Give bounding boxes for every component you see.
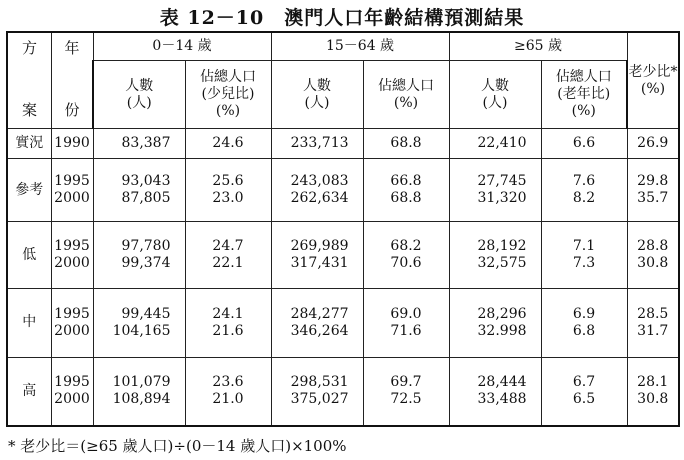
footnote: * 老少比＝(≥65 歲人口)÷(0－14 歲人口)×100% [8, 437, 347, 455]
value-2000: 7.3 [572, 255, 596, 272]
header-g1-people [93, 61, 185, 129]
row-year [51, 357, 93, 426]
header-g1-share-line1: 佔總人口 [200, 69, 256, 86]
value-2000: 68.8 [390, 190, 422, 207]
cell-p0-14 [93, 159, 185, 222]
header-old-ratio-label: 老少比* [628, 63, 678, 80]
header-g3-share-line1: 佔總人口 [555, 69, 612, 86]
value-2000: 23.0 [212, 190, 244, 207]
value-1995: 28.5 [637, 305, 669, 322]
cell-s15-64 [363, 357, 449, 426]
header-old-ratio-unit: (%) [640, 80, 666, 97]
cell-s65 [541, 159, 627, 222]
cell-ratio [627, 357, 679, 426]
row-plan: 高 [7, 357, 51, 426]
header-g1-people-line2: (人) [126, 94, 152, 111]
value-1995: 28.1 [637, 374, 669, 391]
header-g2-people-line2: (人) [304, 94, 330, 111]
value-1995: 97,780 [121, 238, 171, 255]
cell-ratio: 26.9 [627, 129, 679, 159]
header-g2-people [271, 61, 363, 129]
row-plan: 中 [7, 288, 51, 357]
value-2000: 262,634 [290, 190, 349, 207]
header-g1-share [185, 61, 271, 129]
row-plan: 參考 [7, 159, 51, 222]
value-2000: 31.7 [637, 322, 669, 339]
value-1995: 284,277 [290, 305, 349, 322]
value-1995: 69.0 [390, 305, 422, 322]
value-1995: 7.1 [572, 238, 596, 255]
header-g2-share-line2: (%) [393, 94, 419, 111]
cell-s0-14 [185, 159, 271, 222]
value-1995: 269,989 [290, 238, 349, 255]
row-year: 1990 [51, 129, 93, 159]
value-1995: 28.8 [637, 238, 669, 255]
value-1995: 298,531 [290, 374, 349, 391]
year-1995: 1995 [54, 305, 90, 322]
value-2000: 33,488 [477, 391, 527, 408]
cell-ratio [627, 159, 679, 222]
cell-p0-14: 83,387 [93, 129, 185, 159]
year-1995: 1995 [54, 374, 90, 391]
header-g3-people [449, 61, 541, 129]
cell-p65: 22,410 [449, 129, 541, 159]
value-2000: 108,894 [112, 391, 171, 408]
header-g2-share-line1: 佔總人口 [378, 77, 435, 94]
value-1995: 27,745 [477, 173, 527, 190]
value-2000: 35.7 [637, 190, 669, 207]
cell-s0-14 [185, 222, 271, 289]
value-2000: 317,431 [290, 255, 349, 272]
header-group-0-14: 0－14 歲 [93, 32, 271, 61]
value-1995: 29.8 [637, 173, 669, 190]
header-g3-share-line3: (%) [571, 103, 596, 120]
cell-s0-14 [185, 288, 271, 357]
value-2000: 30.8 [637, 255, 669, 272]
value-1995: 23.6 [212, 374, 244, 391]
cell-s65: 6.6 [541, 129, 627, 159]
value-2000: 71.6 [390, 322, 422, 339]
cell-p65 [449, 288, 541, 357]
row-plan: 實況 [7, 129, 51, 159]
cell-s15-64 [363, 159, 449, 222]
value-1995: 101,079 [112, 374, 171, 391]
header-g2-share [363, 61, 449, 129]
header-old-ratio [627, 32, 679, 129]
header-g2-people-line1: 人數 [303, 77, 332, 94]
year-2000: 2000 [54, 322, 90, 339]
cell-p15-64 [271, 357, 363, 426]
header-year-top: 年 [64, 38, 80, 57]
cell-ratio [627, 288, 679, 357]
value-2000: 70.6 [390, 255, 422, 272]
value-1995: 69.7 [390, 374, 422, 391]
cell-ratio [627, 222, 679, 289]
header-plan-top: 方 [22, 38, 38, 57]
header-year-bottom: 份 [64, 100, 80, 119]
value-1995: 6.9 [572, 305, 596, 322]
cell-s65 [541, 357, 627, 426]
row-year [51, 159, 93, 222]
header-g1-share-line2: (少兒比) [201, 86, 255, 103]
value-1995: 28,192 [477, 238, 527, 255]
value-2000: 99,374 [121, 255, 171, 272]
cell-p15-64: 233,713 [271, 129, 363, 159]
table-title: 表 12－10 澳門人口年齡結構預測結果 [159, 7, 525, 29]
cell-s15-64 [363, 222, 449, 289]
cell-p65 [449, 222, 541, 289]
value-2000: 346,264 [290, 322, 349, 339]
value-1995: 66.8 [390, 173, 422, 190]
cell-p15-64 [271, 159, 363, 222]
header-g3-share-line2: (老年比) [557, 86, 611, 103]
value-2000: 87,805 [121, 190, 171, 207]
value-2000: 32.998 [477, 322, 527, 339]
header-plan [7, 32, 51, 129]
cell-p0-14 [93, 222, 185, 289]
value-2000: 21.0 [212, 391, 244, 408]
value-2000: 31,320 [477, 190, 527, 207]
header-g3-people-line2: (人) [482, 94, 508, 111]
header-group-65: ≥65 歲 [449, 32, 627, 61]
header-g3-people-line1: 人數 [481, 77, 510, 94]
header-g1-share-line3: (%) [215, 103, 241, 120]
value-1995: 28,296 [477, 305, 527, 322]
value-2000: 30.8 [637, 391, 669, 408]
cell-p0-14 [93, 288, 185, 357]
value-2000: 21.6 [212, 322, 244, 339]
year-1995: 1995 [54, 238, 90, 255]
value-1995: 93,043 [121, 173, 171, 190]
cell-p65 [449, 159, 541, 222]
value-2000: 6.8 [572, 322, 596, 339]
year-2000: 2000 [54, 255, 90, 272]
year-2000: 2000 [54, 391, 90, 408]
value-1995: 243,083 [290, 173, 349, 190]
cell-s15-64: 68.8 [363, 129, 449, 159]
cell-s0-14 [185, 357, 271, 426]
header-group-15-64: 15－64 歲 [271, 32, 449, 61]
value-1995: 68.2 [390, 238, 422, 255]
value-1995: 25.6 [212, 173, 244, 190]
value-2000: 6.5 [572, 391, 596, 408]
year-2000: 2000 [54, 190, 90, 207]
value-2000: 8.2 [572, 190, 596, 207]
value-1995: 7.6 [572, 173, 596, 190]
cell-p15-64 [271, 288, 363, 357]
population-table [6, 31, 680, 427]
row-year [51, 288, 93, 357]
value-1995: 6.7 [572, 374, 596, 391]
header-plan-bottom: 案 [22, 100, 38, 119]
header-year [51, 32, 93, 129]
cell-s65 [541, 288, 627, 357]
cell-s65 [541, 222, 627, 289]
cell-p65 [449, 357, 541, 426]
value-1995: 99,445 [121, 305, 171, 322]
header-g3-share [541, 61, 627, 129]
cell-p0-14 [93, 357, 185, 426]
row-year [51, 222, 93, 289]
value-2000: 22.1 [212, 255, 244, 272]
row-plan: 低 [7, 222, 51, 289]
value-1995: 24.1 [212, 305, 244, 322]
value-2000: 72.5 [390, 391, 422, 408]
value-1995: 24.7 [212, 238, 244, 255]
year-1995: 1995 [54, 173, 90, 190]
cell-p15-64 [271, 222, 363, 289]
value-2000: 104,165 [112, 322, 171, 339]
cell-s15-64 [363, 288, 449, 357]
value-2000: 375,027 [290, 391, 349, 408]
cell-s0-14: 24.6 [185, 129, 271, 159]
value-1995: 28,444 [477, 374, 527, 391]
value-2000: 32,575 [477, 255, 527, 272]
header-g1-people-line1: 人數 [125, 77, 154, 94]
